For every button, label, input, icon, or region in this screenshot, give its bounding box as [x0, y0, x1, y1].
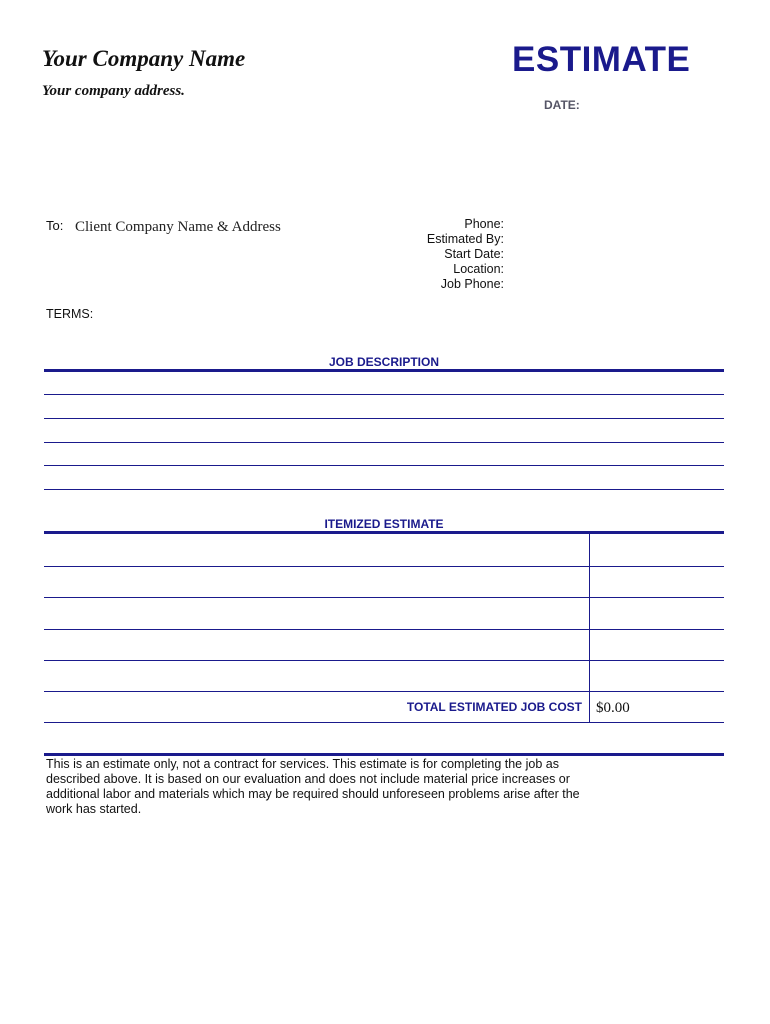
date-label: DATE:	[544, 98, 580, 112]
itemized-row-line	[44, 691, 724, 692]
job-description-line	[44, 489, 724, 490]
itemized-row-line	[44, 597, 724, 598]
document-title: ESTIMATE	[512, 40, 691, 79]
location-label: Location:	[453, 262, 504, 276]
company-address: Your company address.	[42, 83, 185, 99]
job-description-top-rule	[44, 369, 724, 372]
job-phone-label: Job Phone:	[440, 277, 504, 291]
total-estimated-job-cost-label: TOTAL ESTIMATED JOB COST	[406, 700, 582, 714]
amount-column-divider	[589, 534, 590, 723]
itemized-bottom-line	[44, 722, 724, 723]
company-name: Your Company Name	[42, 46, 246, 71]
disclaimer-text: This is an estimate only, not a contract for services. This estimate is for completing the job as described above. It is based on our evaluation and does not include material price increases or additional labor and materials which may be required should unforeseen problems arise after the work has started.	[46, 757, 580, 816]
itemized-estimate-top-rule	[44, 531, 724, 534]
job-description-title: JOB DESCRIPTION	[328, 355, 439, 369]
to-label: To:	[46, 218, 64, 233]
itemized-row-line	[44, 566, 724, 567]
itemized-row-line	[44, 660, 724, 661]
job-description-line	[44, 418, 724, 419]
job-description-line	[44, 465, 724, 466]
info-fields	[384, 217, 504, 292]
itemized-row-line	[44, 629, 724, 630]
job-description-line	[44, 394, 724, 395]
client-name-address: Client Company Name & Address	[75, 219, 281, 235]
phone-label: Phone:	[464, 217, 504, 231]
total-estimated-job-cost-value: $0.00	[596, 700, 630, 716]
itemized-estimate-title: ITEMIZED ESTIMATE	[324, 517, 444, 531]
start-date-label: Start Date:	[444, 247, 504, 261]
terms-label: TERMS:	[46, 307, 94, 321]
estimated-by-label: Estimated By:	[426, 232, 504, 246]
disclaimer-top-rule	[44, 753, 724, 756]
job-description-line	[44, 442, 724, 443]
